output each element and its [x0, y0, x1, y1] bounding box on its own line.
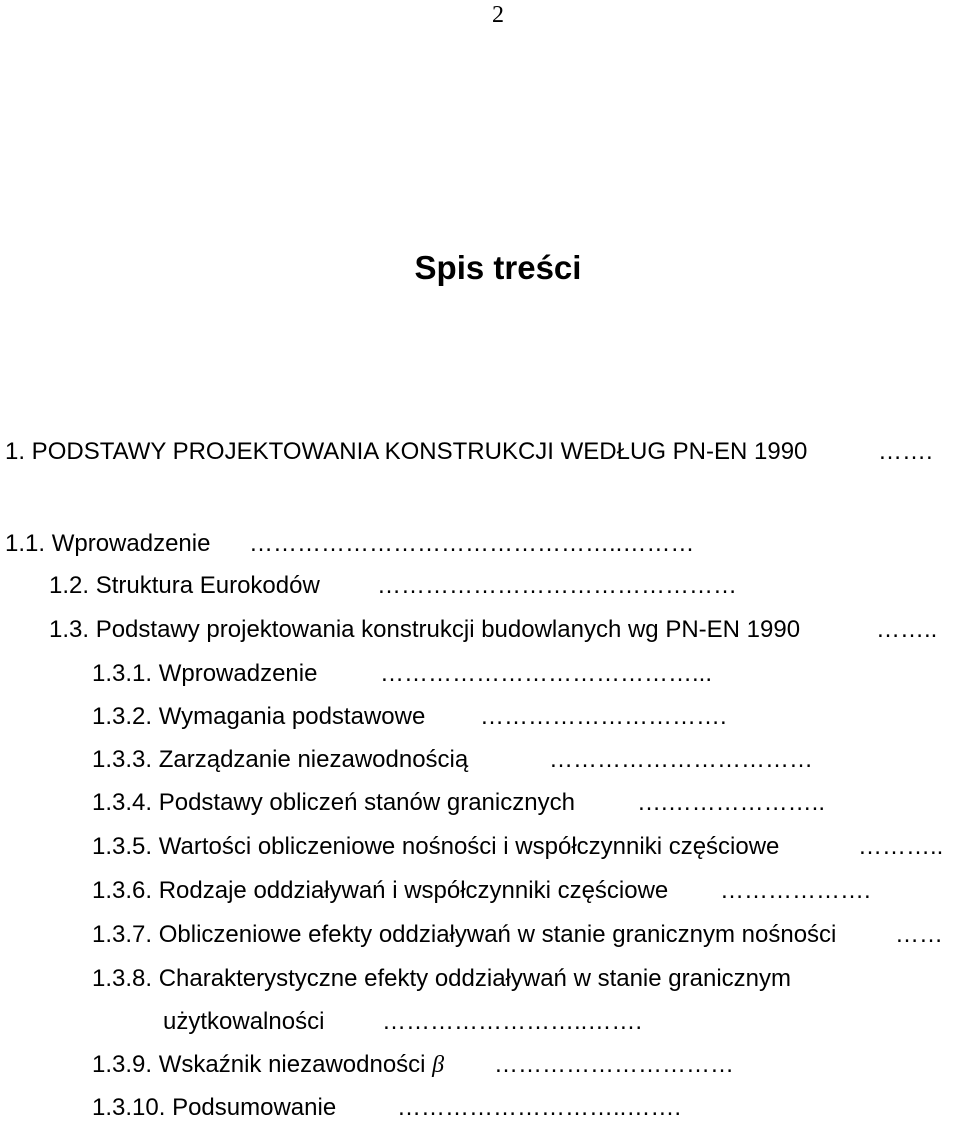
toc-leader: ………………………..…….: [397, 1094, 682, 1121]
toc-entry-label: 1.2. Struktura Eurokodów: [49, 572, 320, 599]
toc-entry-1-3-8[interactable]: [92, 964, 791, 994]
toc-entry-1-3-5[interactable]: [92, 832, 944, 862]
toc-leader: ……………………..…….: [382, 1008, 643, 1035]
toc-leader: …………………………: [494, 1051, 734, 1078]
toc-entry-label: 1.3.8. Charakterystyczne efekty oddziaływań w stanie granicznym: [92, 965, 791, 992]
toc-leader: ……………………………: [549, 746, 813, 773]
toc-entry-1-3-10[interactable]: [92, 1093, 682, 1123]
page-title: Spis treści: [414, 249, 582, 286]
toc-leader: …….: [878, 438, 933, 465]
toc-entry-1-1[interactable]: [5, 529, 695, 559]
toc-leader: ………………………….: [480, 703, 727, 730]
toc-entry-1[interactable]: [5, 437, 933, 467]
toc-entry-label: 1.3.9. Wskaźnik niezawodności: [92, 1051, 426, 1078]
toc-entry-label: 1.3.6. Rodzaje oddziaływań i współczynniki częściowe: [92, 877, 669, 904]
toc-entry-1-2[interactable]: [49, 571, 737, 601]
toc-entry-label: 1.3.1. Wprowadzenie: [92, 660, 318, 687]
toc-entry-1-3-2[interactable]: [92, 702, 727, 732]
toc-entry-1-3[interactable]: [49, 615, 938, 645]
toc-leader: ……..: [876, 616, 938, 643]
toc-entry-label: 1.3.5. Wartości obliczeniowe nośności i współczynniki częściowe: [92, 833, 780, 860]
toc-entry-1-3-4[interactable]: [92, 788, 826, 818]
toc-entry-1-3-1[interactable]: [92, 659, 713, 689]
toc-entry-label: 1.3. Podstawy projektowania konstrukcji budowlanych wg PN-EN 1990: [49, 616, 801, 643]
toc-entry-label: 1.3.4. Podstawy obliczeń stanów granicznych: [92, 789, 575, 816]
toc-entry-1-3-7[interactable]: [92, 920, 943, 950]
toc-leader: ………………………………………: [377, 572, 737, 599]
toc-entry-1-3-6[interactable]: [92, 876, 871, 906]
toc-entry-label: 1.3.3. Zarządzanie niezawodnością: [92, 746, 469, 773]
toc-leader: ……: [895, 921, 943, 948]
toc-leader: ………..: [858, 833, 944, 860]
toc-entry-label: 1.3.7. Obliczeniowe efekty oddziaływań w stanie granicznym nośności: [92, 921, 837, 948]
toc-leader: ……………….: [720, 877, 871, 904]
toc-entry-label-line2: użytkowalności: [163, 1008, 325, 1035]
toc-leader: ….………………..: [637, 789, 826, 816]
toc-entry-label: 1.3.2. Wymagania podstawowe: [92, 703, 426, 730]
toc-entry-1-3-3[interactable]: [92, 745, 813, 775]
toc-entry-label: 1.3.10. Podsumowanie: [92, 1094, 337, 1121]
beta-symbol: β: [432, 1052, 445, 1078]
toc-leader: ………………………………………..………: [249, 530, 695, 557]
toc-entry-label: 1. PODSTAWY PROJEKTOWANIA KONSTRUKCJI WEDŁUG PN-EN 1990: [5, 438, 808, 465]
toc-entry-1-3-9[interactable]: [92, 1050, 734, 1080]
toc-entry-label: 1.1. Wprowadzenie: [5, 530, 211, 557]
toc-entry-1-3-8-continuation[interactable]: [163, 1007, 643, 1037]
page-number: 2: [492, 2, 504, 28]
toc-leader: …………………………………...: [380, 660, 713, 687]
